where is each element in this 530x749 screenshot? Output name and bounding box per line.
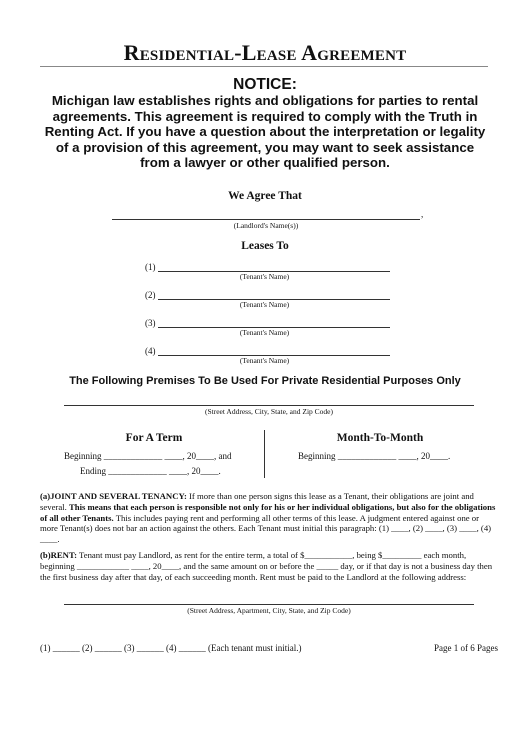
section-rent — [40, 550, 496, 582]
premises-heading: The Following Premises To Be Used For Private Residential Purposes Only — [69, 375, 461, 387]
leases-heading: Leases To — [241, 240, 289, 252]
term-ending-line: Ending _____________ ____, 20____. — [80, 466, 221, 476]
tenant-caption: (Tenant's Name) — [239, 300, 290, 309]
section-a-label: (a)JOINT AND SEVERAL TENANCY: — [40, 491, 187, 501]
tenant-number: (2) — [145, 290, 156, 300]
month-beginning-line: Beginning _____________ ____, 20____. — [298, 451, 451, 461]
term-beginning-line: Beginning _____________ ____, 20____, and — [64, 451, 232, 461]
section-a-text-1: If more than one person signs this lease as a Tenant, their obligations are joint and several. — [40, 491, 474, 512]
tenant-caption: (Tenant's Name) — [239, 356, 290, 365]
document-title: Residential-Lease Agreement — [123, 40, 407, 65]
term-column-divider — [264, 430, 265, 478]
landlord-caption: (Landlord's Name(s)) — [233, 221, 299, 230]
section-a-bold-text: This means that each person is responsible not only for his or her individual obligations, but also for the obligations of all other Tenants. — [40, 501, 496, 523]
section-a-text-2: This includes paying rent and performing all other terms of this lease. A judgment entered against one or more Tenant(s) does not bar an action against the others. Each Tenant must initial this paragraph: (1) ____, (2) ____, (3) ____, (4) ____. — [40, 512, 492, 545]
tenant-number: (1) — [145, 262, 156, 272]
section-joint-tenancy — [40, 491, 496, 545]
tenant-number: (4) — [145, 346, 156, 356]
term-heading: For A Term — [125, 432, 183, 444]
premises-address-field[interactable] — [64, 405, 474, 406]
landlord-name-field[interactable] — [112, 219, 420, 220]
page-number: Page 1 of 6 Pages — [434, 643, 498, 653]
tenant-caption: (Tenant's Name) — [239, 328, 290, 337]
notice-body: Michigan law establishes rights and obligations for parties to rental agreements. This agreement is required to comply with the Truth in Renting Act. If you have a question about the interpretation or legality of a provision of this agreement, you may want to seek assistance from a lawyer or other qualified person. — [44, 93, 486, 170]
section-b-text: Tenant must pay Landlord, as rent for the entire term, a total of $___________, being $_________ each month, beginning ____________ ____, 20____, and the same amount on or before the _____ day, or if that day is not a business day then the first business day after that day, of each succeeding month. Rent must be paid to the Landlord at the following address: — [40, 550, 493, 582]
landlord-comma: , — [421, 209, 424, 219]
premises-caption: (Street Address, City, State, and Zip Code) — [204, 407, 334, 416]
title-divider — [40, 66, 488, 67]
month-to-month-heading: Month-To-Month — [336, 432, 424, 444]
tenant-caption: (Tenant's Name) — [239, 272, 290, 281]
agree-heading: We Agree That — [228, 190, 302, 202]
section-b-label: (b)RENT: — [40, 550, 78, 560]
tenant-number: (3) — [145, 318, 156, 328]
rent-address-field[interactable] — [64, 604, 474, 605]
rent-address-caption: (Street Address, Apartment, City, State, and Zip Code) — [187, 606, 351, 615]
notice-heading: NOTICE: — [233, 76, 297, 93]
footer-initials: (1) ______ (2) ______ (3) ______ (4) ______ (Each tenant must initial.) — [40, 643, 302, 653]
